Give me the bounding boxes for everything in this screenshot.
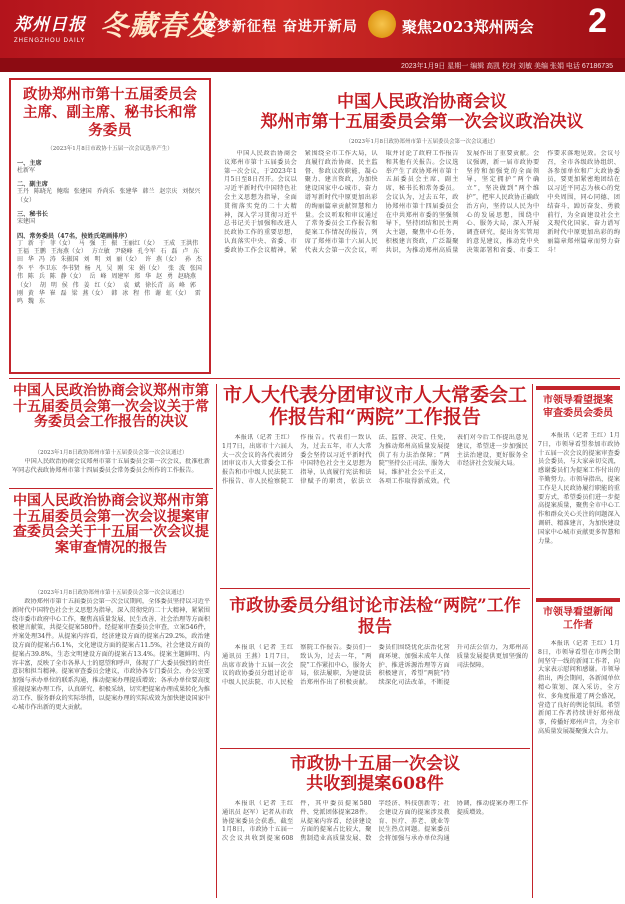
column-divider [532, 384, 533, 898]
column-divider [216, 384, 217, 898]
section-title: 四、常务委员（47名，按姓氏笔画排序） [17, 232, 131, 240]
member-list-heading: 政协郑州市第十五届委员会主席、副主席、秘书长和常务委员 [23, 86, 197, 139]
sidebar-1-title: 市领导看望提案审查委员会委员 [543, 395, 613, 419]
sidebar-1-paragraph: 本报讯（记者 王红）1月7日，市领导看望参加市政协十五届一次会议的提案审查委员会委员，与大家亲切交流，感谢委员们为提案工作付出的辛勤努力。市领导指出，提案工作是人民政协履行职能的重要方式，希望委员们进一步提高提案质量，聚焦全市中心工作和群众关心关注的问题深入调研、精准建言，为加快建设国家中心城市贡献更多智慧和力量。 [538, 432, 620, 545]
cppcc-review-title: 市政协委员分组讨论市法检“两院”工作报告 [229, 596, 521, 637]
paper-name-en: ZHENGZHOU DAILY [14, 38, 86, 44]
slogan-sub: 逐梦新征程 奋进开新局 [202, 19, 358, 35]
member-list-box [9, 78, 211, 374]
proposal-resolution-body [12, 598, 210, 898]
masthead [0, 0, 625, 72]
section-divider [9, 378, 620, 379]
sidebar-2-body [538, 640, 620, 898]
sidebar-accent [536, 386, 620, 390]
npc-review-paragraph: 本报讯（记者 王红）1月7日，出席市十六届人大一次会议的各代表团分团审议市人大常委会工作报告和市中级人民法院工作报告、市人民检察院工作报告。代表们一致认为，过去五年，市人大常委会坚持以习近平新时代中国特色社会主义思想为指导，认真履行宪法和法律赋予的职责，依法立法、监督、决定、任免，为推动郑州高质量发展提供了有力法治保障；“两院”坚持公正司法、服务大局，维护社会公平正义，各项工作取得新成效。代表们对今后工作提出意见建议，希望进一步加强民主法治建设，更好服务全市经济社会发展大局。 [222, 434, 528, 485]
info-bar: 2023年1月9日 星期一 编辑 高凯 校对 刘敏 美编 张娟 电话 67186735 [0, 58, 625, 72]
decision-title-line1: 中国人民政治协商会议 [337, 92, 507, 112]
emblem-icon [368, 10, 396, 38]
section-divider [220, 588, 530, 589]
standing-resolution-title: 中国人民政治协商会议郑州市第十五届委员会第一次会议关于常务委员会工作报告的决议 [13, 383, 209, 431]
proposal-count-title-line1: 市政协十五届一次会议 [290, 754, 460, 774]
proposal-resolution-paragraph: 政协郑州市第十五届委员会第一次会议期间，全体委员坚持以习近平新时代中国特色社会主义思想为指导，深入贯彻党的二十大精神，紧紧围绕市委市政府中心工作，聚焦高质量发展、民生改善、社会治理等方面积极建言献策，共提交提案580件。经提案审查委员会审查，立案546件，并案处理34件。从提案内容看，经济建设方面的提案占29.2%，政治建设方面的提案占6.1%，文化建设方面的提案占11.5%，社会建设方面的提案占39.8%，生态文明建设方面的提案占13.4%。提案主题鲜明、内容丰富，反映了全市各界人士的愿望和呼声，体现了广大委员强烈的责任意识和担当精神。提案审查委员会建议，市政协各专门委员会、办公室要加强与承办单位的联系沟通，推动提案办理提质增效；各承办单位要高度重视提案办理工作，认真研究、积极采纳，切实把提案办理成果转化为推动工作、服务群众的实际举措，以提案办理的实际成效为加快建设国家中心城市作出新的更大贡献。 [12, 598, 210, 711]
section-title: 一、主席 [17, 160, 42, 167]
section-title: 三、秘书长 [17, 211, 48, 219]
section-divider [220, 748, 530, 749]
standing-resolution-paragraph: 中国人民政治协商会议郑州市第十五届委员会第一次会议，批准杜新军同志代表政协郑州市第十四届委员会常务委员会所作的工作报告。 [12, 458, 210, 474]
sidebar-1-body [538, 432, 620, 632]
proposal-resolution-title: 中国人民政治协商会议郑州市第十五届委员会第一次会议提案审查委员会关于十五届一次会议提案审查情况的报告 [13, 493, 209, 557]
paper-name: 郑州日报 [14, 15, 86, 35]
section-names: 丁 新 于 菲（女） 马 强 王 振 王丽红（女） 王成 王洪伟 王福 王鹏 王海燕（女） 方立敏 尹晓峰 孔令军 石 磊 卢 东 田 华 冯 涛 朱振国 刘 明 刘 丽（女） 许 燕（女） 孙 杰 李 平 李卫东 李书贤 杨 凡 吴 刚 宋 娟（女） 张 波 张国伟 陈 兵 陈 静（女） 岳 峰 周建军 郑 华 赵 勇 赵晓燕（女） 胡 明 侯 伟 姜 红（女） 袁 斌 徐长青 高 峰 郭 刚 黄 华 崔 磊 梁 燕（女） 韩 冰 程 伟 谢 虹（女） 雷 鸣 魏 东 [17, 239, 202, 306]
decision-paragraph: 中国人民政治协商会议郑州市第十五届委员会第一次会议，于2023年1月5日至8日召开。会议以习近平新时代中国特色社会主义思想为指导，全面贯彻落实党的二十大精神，深入学习贯彻习近平总书记关于加强和改进人民政协工作的重要思想，认真落实中央、省委、市委政协工作会议精神，紧紧围绕全市工作大局，认真履行政治协商、民主监督、参政议政职能，凝心聚力、建言资政，为加快建设国家中心城市、奋力谱写新时代中原更加出彩的绚丽篇章贡献智慧和力量。会议听取和审议通过了常务委员会工作报告和提案工作情况的报告，列席了郑州市第十六届人民代表大会第一次会议，听取并讨论了政府工作报告和其他有关报告。会议选举产生了政协郑州市第十五届委员会主席、副主席、秘书长和常务委员。会议认为，过去五年，政协郑州市第十四届委员会在中共郑州市委的坚强领导下，坚持团结和民主两大主题，聚焦中心任务，积极建言资政，广泛凝聚共识，为推动郑州高质量发展作出了重要贡献。会议强调，新一届市政协要坚持和加强党的全面领导，坚定拥护“两个确立”，坚决做到“两个维护”，把牢人民政协正确政治方向，坚持以人民为中心的发展思想，围绕中心、服务大局，深入开展调查研究，提出务实管用的意见建议，推动党中央决策部署和省委、市委工作要求落地见效。会议号召，全市各级政协组织、各参加单位和广大政协委员，要更加紧密地团结在以习近平同志为核心的党中央周围，同心同德、团结奋斗，踔厉奋发、勇毅前行，为全面建设社会主义现代化国家、奋力谱写新时代中原更加出彩的绚丽篇章郑州篇章而努力奋斗！ [224, 150, 620, 254]
section-names: 宋建国 [17, 218, 36, 226]
page-number: 2 [588, 2, 607, 40]
sidebar-2-title: 市领导看望新闻工作者 [543, 607, 613, 631]
slogan-big: 冬藏春发 [100, 9, 217, 42]
section-names: 王丹 陈晓光 鲍瑞 张建国 乔尚乐 张建华 韩兰 赵宗庆 刘保兴（女） [17, 188, 201, 204]
proposal-count-paragraph: 本报讯（记者 王红 通讯员 赵军）记者从市政协提案委员会获悉，截至1月8日，市政协十五届一次会议共收到提案608件，其中委员提案580件、党派团体提案28件。从提案内容看，经济建设方面的提案占比较大，聚焦制造业高质量发展、数字经济、科技创新等；社会建设方面的提案涉及教育、医疗、养老、就业等民生热点问题。提案委员会将加强与承办单位沟通协调，推动提案办理工作提质增效。 [222, 800, 528, 843]
member-list-date: （2023年1月8日市政协十五届一次会议选举产生） [47, 146, 173, 152]
decision-title-line2: 郑州市第十五届委员会第一次会议政治决议 [260, 112, 584, 132]
cppcc-review-paragraph: 本报讯（记者 王红 通讯员 王燕）1月7日，出席市政协十五届一次会议的政协委员分组讨论市中级人民法院、市人民检察院工作报告。委员们一致认为，过去一年，“两院”工作紧扣中心，服务大局，依法履职，为建设法治郑州作出了积极贡献。委员们围绕优化法治化营商环境、加强未成年人保护、推进诉源治理等方面积极建言，希望“两院”持续深化司法改革，不断提升司法公信力，为郑州高质量发展提供更加坚强的司法保障。 [222, 644, 528, 687]
sidebar-accent [536, 598, 620, 602]
npc-review-title: 市人大代表分团审议市人大常委会工作报告和“两院”工作报告 [222, 384, 527, 428]
proposal-count-body [222, 800, 528, 898]
decision-body [224, 150, 620, 372]
paper-logo [14, 10, 94, 44]
section-names: 杜新军 [17, 167, 36, 174]
standing-resolution-date: （2023年1月8日政协郑州市第十五届委员会第一次会议通过） [34, 450, 188, 456]
npc-review-body [222, 434, 528, 582]
proposal-resolution-date: （2023年1月8日政协郑州市第十五届委员会第一次会议通过） [34, 590, 188, 596]
proposal-count-title-line2: 共收到提案608件 [306, 774, 444, 794]
standing-resolution-body [12, 458, 210, 484]
decision-date: （2023年1月8日政协郑州市第十五届委员会第一次会议通过） [345, 139, 499, 145]
section-title: 二、副主席 [17, 181, 48, 189]
theme-title: 聚焦2023郑州两会 [402, 18, 534, 36]
section-divider [9, 488, 213, 489]
cppcc-review-body [222, 644, 528, 742]
sidebar-2-paragraph: 本报讯（记者 王红）1月8日，市领导看望在市两会期间坚守一线的新闻工作者，向大家表示慰问和感谢。市领导指出，两会期间，各新闻单位精心策划、深入采访，全方位、多角度报道了两会盛况，营造了良好的舆论氛围。希望新闻工作者持续讲好郑州故事，传播好郑州声音，为全市高质量发展凝聚强大合力。 [538, 640, 620, 735]
